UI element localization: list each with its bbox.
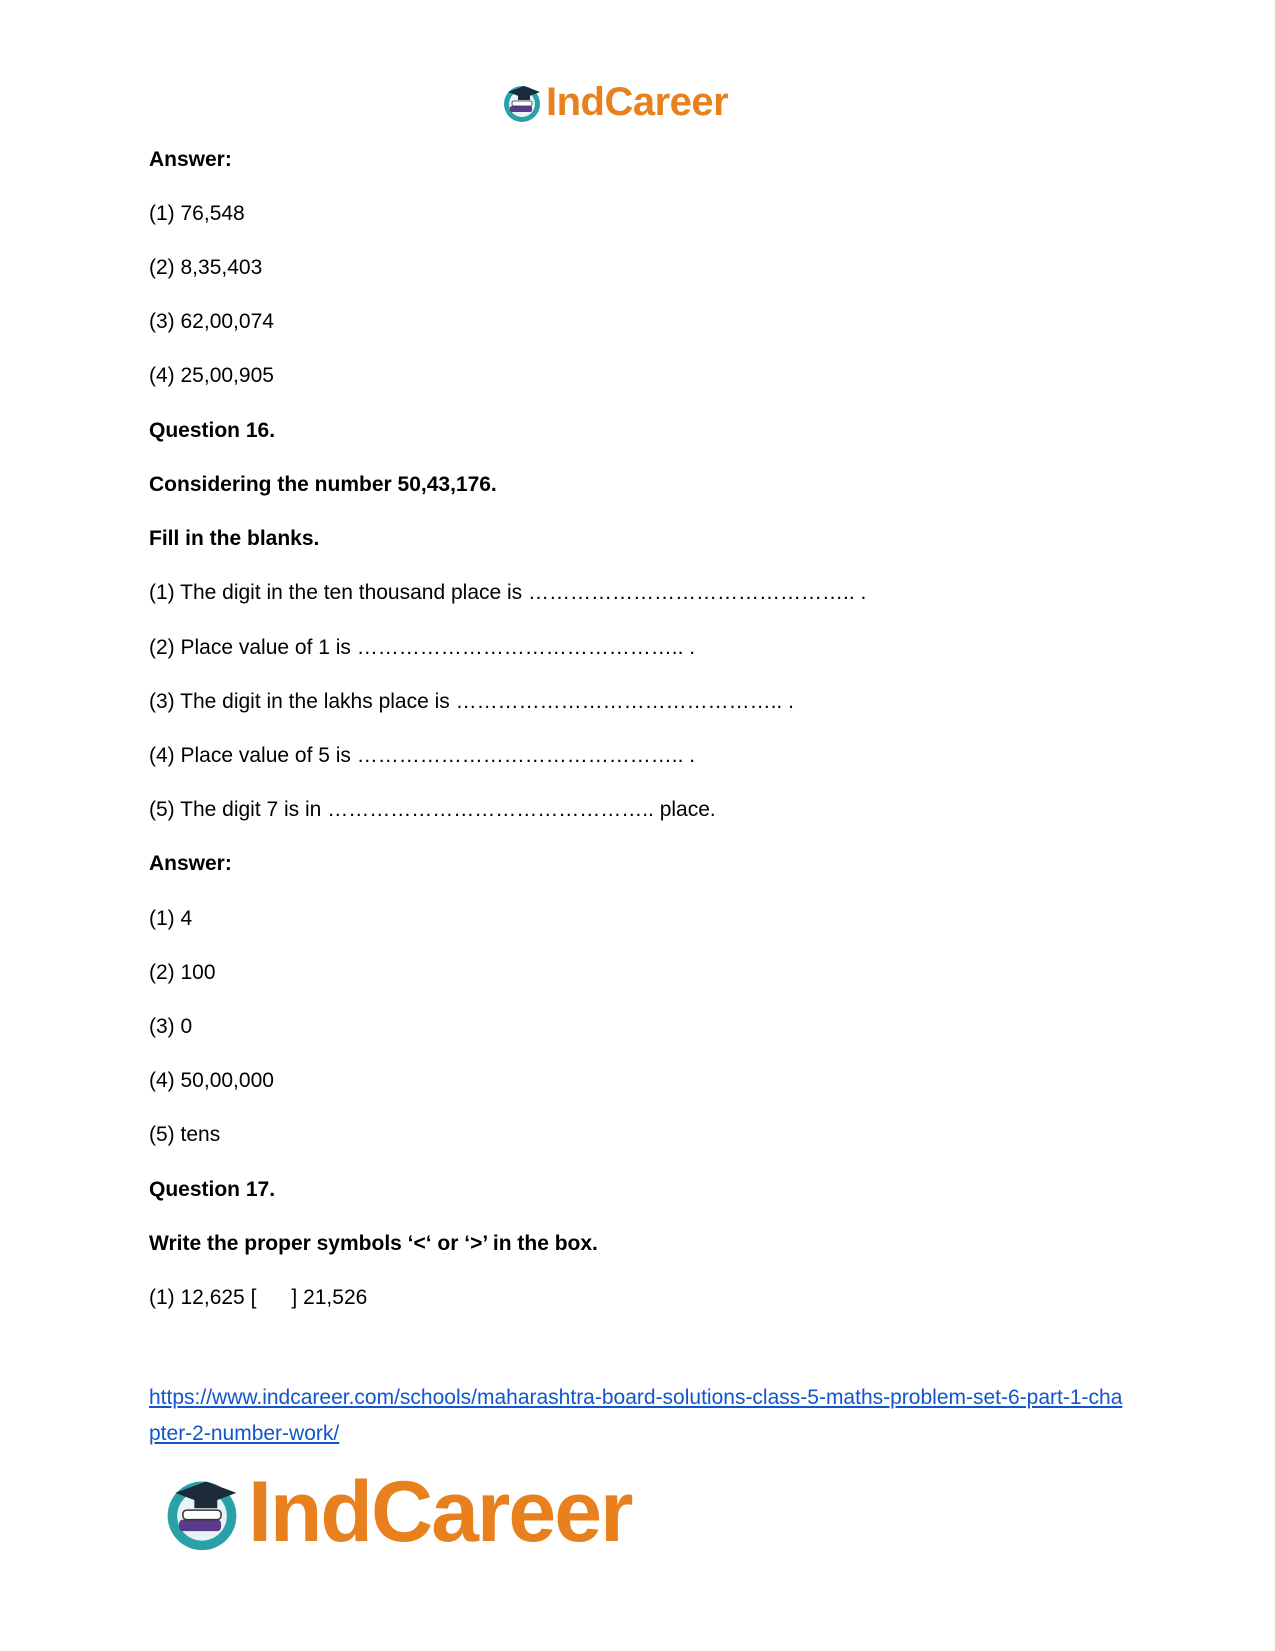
answer-heading: Answer: (149, 852, 232, 875)
answer-item: (1) 4 (149, 907, 193, 930)
answer-item: (2) 100 (149, 961, 216, 984)
source-link[interactable]: https://www.indcareer.com/schools/maharashtra-board-solutions-class-5-maths-problem-set-6-part-1-chapter-2-number-work/ (149, 1386, 1123, 1445)
answer-item: (4) 25,00,905 (149, 364, 274, 387)
logo-text: IndCareer (546, 79, 729, 124)
answer-item: (4) 50,00,000 (149, 1069, 274, 1092)
answer-item: (3) 0 (149, 1015, 193, 1038)
answer-item: (2) 8,35,403 (149, 256, 263, 279)
comparison-item: (1) 12,625 [ ] 21,526 (149, 1286, 368, 1309)
graduation-cap-icon (500, 80, 544, 124)
question-instruction: Write the proper symbols ‘<‘ or ‘>’ in the box. (149, 1232, 598, 1255)
logo-text: IndCareer (248, 1463, 632, 1560)
blank-item: (4) Place value of 5 is ……………………………………….. . (149, 744, 696, 767)
blank-item: (5) The digit 7 is in ……………………………………….. place. (149, 798, 716, 821)
header-logo (500, 78, 728, 126)
blank-item: (1) The digit in the ten thousand place is ……………………………………….. . (149, 581, 867, 604)
answer-item: (3) 62,00,074 (149, 310, 274, 333)
question-prompt: Considering the number 50,43,176. (149, 473, 497, 496)
question-title: Question 16. (149, 419, 276, 442)
answer-item: (1) 76,548 (149, 202, 245, 225)
graduation-cap-icon (160, 1470, 244, 1554)
footer-logo (160, 1462, 632, 1562)
answer-item: (5) tens (149, 1123, 221, 1146)
question-instruction: Fill in the blanks. (149, 527, 320, 550)
question-title: Question 17. (149, 1178, 276, 1201)
answer-heading: Answer: (149, 148, 232, 171)
blank-item: (2) Place value of 1 is ……………………………………….. . (149, 636, 696, 659)
blank-item: (3) The digit in the lakhs place is ……………………………………….. . (149, 690, 794, 713)
